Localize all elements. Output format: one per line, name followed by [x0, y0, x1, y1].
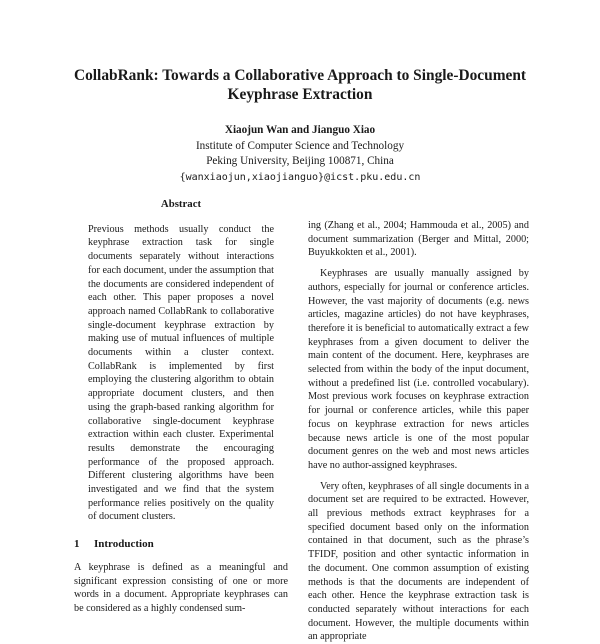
intro-paragraph-1: A keyphrase is defined as a meaningful and significant expression consisting of one or more words in a document. Appropriate keyphrases can be considered as a highly condensed sum-	[74, 561, 288, 614]
right-paragraph-2: Very often, keyphrases of all single documents in a document set are required to be extracted. However, all previous methods extract keyphrases for a specified document based only on the information contained in that document, such as the phrase’s TFIDF, position and other syntactic information in the document. One common assumption of existing methods is that the documents are independent of each other. Hence the keyphrase extraction task is conducted separately without interactions for each document. However, the multiple documents within an appropriate	[308, 480, 529, 643]
left-column	[74, 198, 288, 616]
author-email: {wanxiaojun,xiaojianguo}@icst.pku.edu.cn	[179, 171, 421, 183]
title-line-1: CollabRank: Towards a Collaborative Approach to Single-Document	[73, 67, 527, 84]
affiliation-university: Peking University, Beijing 100871, China	[206, 155, 394, 167]
title-line-2: Keyphrase Extraction	[227, 86, 373, 103]
right-paragraph-1: Keyphrases are usually manually assigned by authors, especially for journal or conference articles. However, the vast majority of documents (e.g. news articles, magazine articles) do not have keyphrases, therefore it is beneficial to automatically extract a few keyphrases from a given document to deliver the main content of the document. Here, keyphrases are selected from within the body of the input document, without a predefined list (i.e. controlled vocabulary). Most previous work focuses on keyphrase extraction for journal or conference articles, while this paper focus on keyphrase extraction for news articles because news article is one of the most popular document genres on the web and most news articles have no author-assigned keyphrases.	[308, 268, 529, 471]
author-names: Xiaojun Wan and Jianguo Xiao	[224, 124, 376, 136]
section-heading-introduction	[74, 538, 288, 552]
right-paragraph-0: ing (Zhang et al., 2004; Hammouda et al., 2005) and document summarization (Berger and Mittal, 2000; Buyukkokten et al., 2001).	[308, 220, 529, 259]
author-block	[100, 123, 500, 185]
abstract-text: Previous methods usually conduct the keyphrase extraction task for single documents separately without interactions for each document, under the assumption that the documents are considered independent of each other. This paper proposes a novel approach named CollabRank to collaborative single-document keyphrase extraction by making use of mutual influences of multiple documents within a cluster context. CollabRank is implemented by first employing the clustering algorithm to obtain appropriate document clusters, and then using the graph-based ranking algorithm for collaborative single-document keyphrase extraction within each cluster. Experimental results demonstrate the encouraging performance of the proposed approach. Different clustering algorithms have been investigated and we find that the system performance relies positively on the quality of document clusters.	[88, 223, 274, 523]
right-column	[308, 219, 529, 644]
paper-title	[60, 66, 540, 104]
affiliation-institute: Institute of Computer Science and Technology	[195, 139, 405, 152]
section-number: 1	[74, 538, 80, 551]
section-title: Introduction	[94, 538, 154, 551]
abstract-heading: Abstract	[160, 198, 202, 210]
